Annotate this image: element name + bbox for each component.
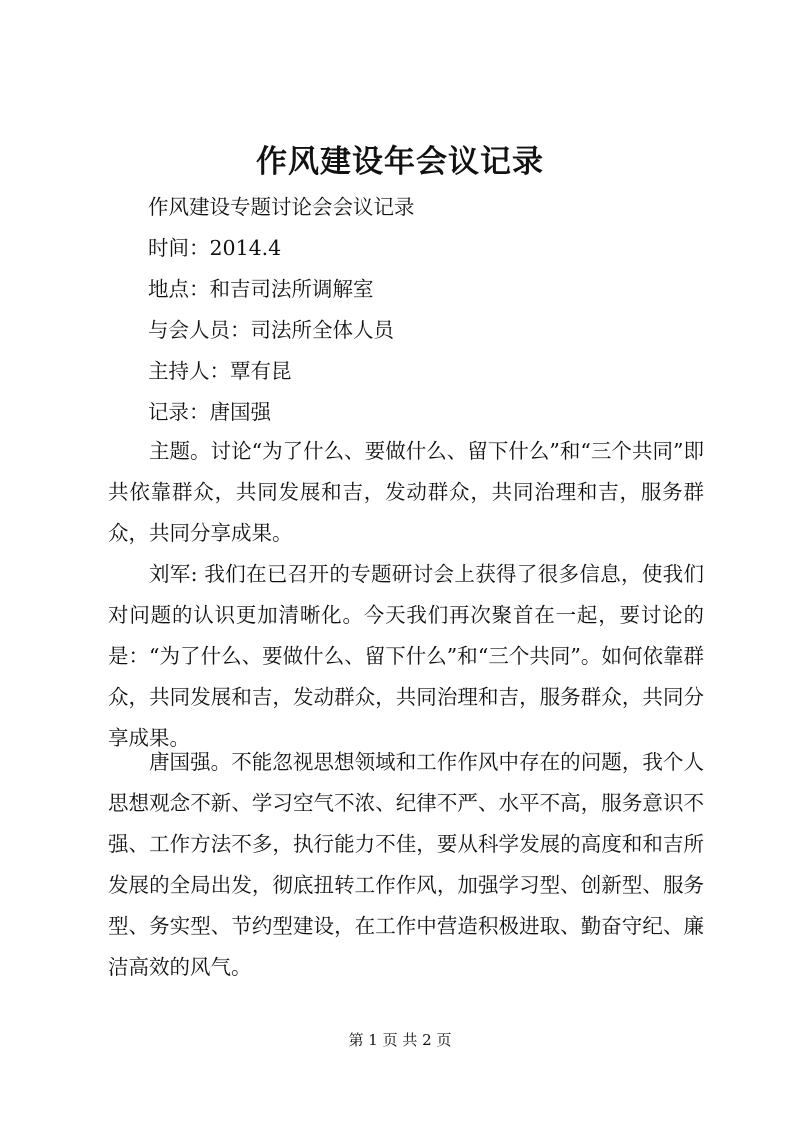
paragraph-tang-guoqiang: 唐国强。不能忽视思想领域和工作作风中存在的问题，我个人思想观念不新、学习空气不浓、纪律不严、水平不高，服务意识不强、工作方法不多，执行能力不佳，要从科学发展的高度和和吉所发展的全局出发，彻底扭转工作作风，加强学习型、创新型、服务型、务实型、节约型建设，在工作中营造积极进取、勤奋守纪、廉洁高效的风气。 <box>108 750 704 979</box>
meeting-attendees: 与会人员：司法所全体人员 <box>148 318 394 342</box>
meeting-host: 主持人：覃有昆 <box>148 359 292 383</box>
page-number-footer: 第 1 页 共 2 页 <box>348 1031 452 1049</box>
meeting-recorder: 记录：唐国强 <box>148 400 271 424</box>
document-subtitle: 作风建设专题讨论会会议记录 <box>148 195 415 219</box>
meeting-location: 地点：和吉司法所调解室 <box>148 277 374 301</box>
document-title: 作风建设年会议记录 <box>256 144 544 180</box>
meeting-time: 时间：2014.4 <box>148 236 282 260</box>
paragraph-topic: 主题。讨论“为了什么、要做什么、留下什么”和“三个共同”即共依靠群众，共同发展和吉，发动群众，共同治理和吉，服务群众，共同分享成果。 <box>108 439 704 545</box>
paragraph-liu-jun: 刘军: 我们在已召开的专题研讨会上获得了很多信息，使我们对问题的认识更加清晰化。今天我们再次聚首在一起，要讨论的是：“为了什么、要做什么、留下什么”和“三个共同”。如何依靠群众，共同发展和吉，发动群众，共同治理和吉，服务群众，共同分享成果。 <box>108 562 704 750</box>
